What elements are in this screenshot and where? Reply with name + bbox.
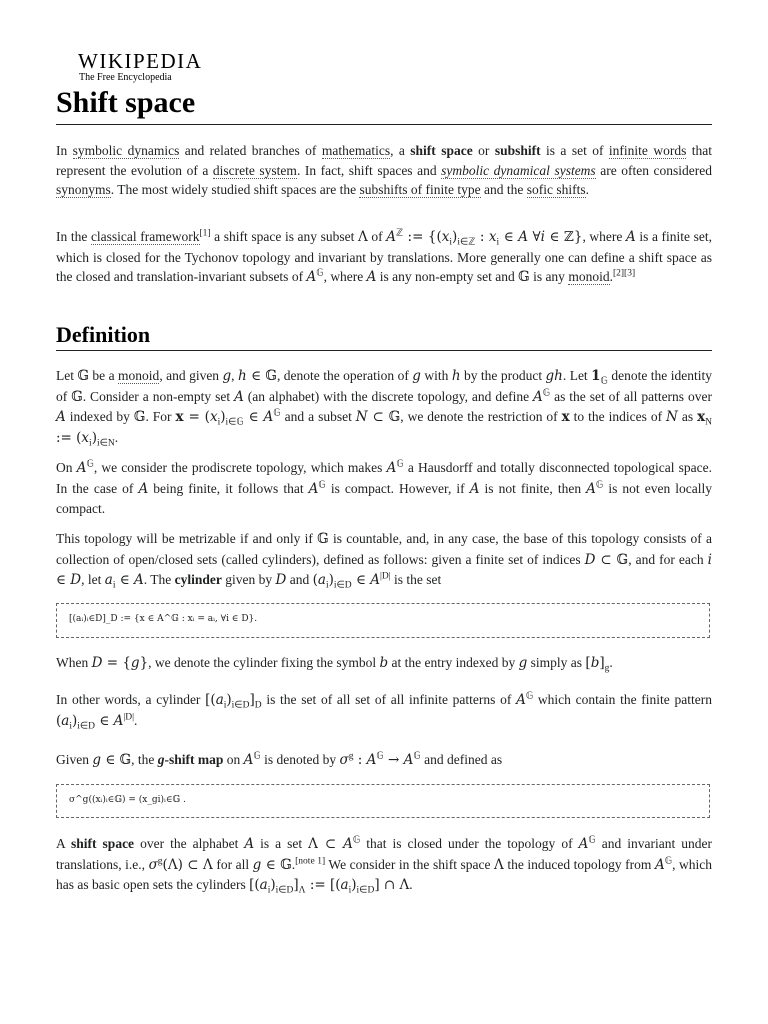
link-symbolic-dynamics[interactable]: symbolic dynamics: [72, 143, 180, 158]
intro-paragraph-2: In the classical framework[1] a shift space is any subset Λ of $A^ℤ$ := {$(x_i)_{i\in ℤ}$ : $x_i$ ∈ A ∀i ∈ ℤ}, where A is a finite set, which is closed for the Tychonov topology and invariant by translations. More generally one can define a shift space as the closed and translation-invariant subsets of $A^𝔾$, where A is any non-empty set and 𝔾 is any monoid.[2][3]: [56, 228, 713, 285]
link-monoid-2[interactable]: monoid: [118, 368, 160, 383]
logo-wordmark: WIKIPEDIA: [78, 49, 203, 73]
definition-paragraph-1: Let 𝔾 be a monoid, and given g, h ∈ 𝔾, denote the operation of g with h by the product gh. Let $1_𝔾$ denote the identity of 𝔾. Consider a non-empty set A (an alphabet) with the discrete topology, and define $A^𝔾$ as the set of all patterns over A indexed by 𝔾. For $x = (x_i)_{i\in 𝔾}$ ∈ $A^𝔾$ and a subset N ⊂ 𝔾, we denote the restriction of x to the indices of N as $x_N$ := $(x_i)_{i\in N}$.: [56, 368, 712, 449]
logo-tagline: The Free Encyclopedia: [79, 72, 172, 83]
definition-paragraph-4: When D = {g}, we denote the cylinder fixing the symbol b at the entry indexed by g simply as $[b]_g$.: [56, 655, 613, 674]
link-symbolic-dynamical-systems[interactable]: symbolic dynamical systems: [441, 162, 596, 178]
link-monoid[interactable]: monoid: [568, 269, 610, 284]
section-underline: [56, 350, 712, 351]
cylinder-formula-box: [56, 603, 710, 638]
shift-map-formula: σ^g((xᵢ)ᵢ∈𝔾) = (x_gi)ᵢ∈𝔾 .: [69, 795, 186, 805]
citation-3[interactable]: [3]: [624, 268, 636, 279]
citation-1[interactable]: [1]: [199, 228, 211, 239]
definition-paragraph-3: This topology will be metrizable if and only if 𝔾 is countable, and, in any case, the base of this topology consists of a collection of open/closed sets (called cylinders), defined as follows: given a finite set of indices D ⊂ 𝔾, and for each i ∈ D, let $a_i$ ∈ A. The cylinder given by D and $(a_i)_{i\in D}$ ∈ $A^{|D|}$ is the set: [56, 531, 713, 591]
link-classical-framework[interactable]: classical framework: [90, 229, 200, 244]
definition-paragraph-5: In other words, a cylinder $[(a_i)_{i\in D}]_D$ is the set of all set of all infinite patterns of $A^𝔾$ which contain the finite pattern $(a_i)_{i\in D}$ ∈ $A^{|D|}$.: [56, 691, 712, 732]
shift-map-formula-box: [56, 784, 710, 818]
wikipedia-logo[interactable]: [78, 50, 202, 83]
link-discrete-system[interactable]: discrete system: [212, 162, 297, 178]
definition-paragraph-6: Given g ∈ 𝔾, the g-shift map on $A^𝔾$ is denoted by $\sigma^g$ : $A^𝔾 \to A^𝔾$ and defined as: [56, 751, 503, 768]
intro-paragraph-1: In symbolic dynamics and related branches of mathematics, a shift space or subshift is a set of infinite words that represent the evolution of a discrete system. In fact, shift spaces and symbolic dynamical systems are often considered synonyms. The most widely studied shift spaces are the subshifts of finite type and the sofic shifts.: [56, 143, 713, 197]
link-subshifts-of-finite-type[interactable]: subshifts of finite type: [359, 182, 481, 197]
title-underline: [56, 124, 712, 125]
link-sofic-shifts[interactable]: sofic shifts: [526, 182, 586, 197]
note-1[interactable]: [note 1]: [295, 856, 326, 866]
definition-paragraph-7: A shift space over the alphabet A is a set Λ ⊂ $A^𝔾$ that is closed under the topology of $A^𝔾$ and invariant under translations, i.e., $\sigma^g(\Lambda)$ ⊂ Λ for all g ∈ 𝔾.[note 1] We consider in the shift space Λ the induced topology from $A^𝔾$, which has as basic open sets the cylinders $[(a_i)_{i\in D}]_\Lambda$ := $[(a_i)_{i\in D}]$ ∩ Λ.: [56, 835, 713, 896]
citation-2[interactable]: [2]: [612, 268, 625, 279]
link-infinite-words[interactable]: infinite words: [608, 143, 687, 158]
cylinder-formula: [(aᵢ)ᵢ∈D]_D := {x ∈ A^𝔾 : xᵢ = aᵢ, ∀i ∈ D}.: [69, 614, 258, 624]
definition-paragraph-2: On $A^𝔾$, we consider the prodiscrete topology, which makes $A^𝔾$ a Hausdorff and totally disconnected topological space. In the case of A being finite, it follows that $A^𝔾$ is compact. However, if A is not finite, then $A^𝔾$ is not even locally compact.: [56, 459, 713, 516]
section-heading-definition: Definition: [56, 322, 151, 347]
link-synonyms[interactable]: synonyms: [56, 182, 111, 197]
link-mathematics[interactable]: mathematics: [321, 143, 391, 158]
page-title: Shift space: [56, 86, 196, 119]
